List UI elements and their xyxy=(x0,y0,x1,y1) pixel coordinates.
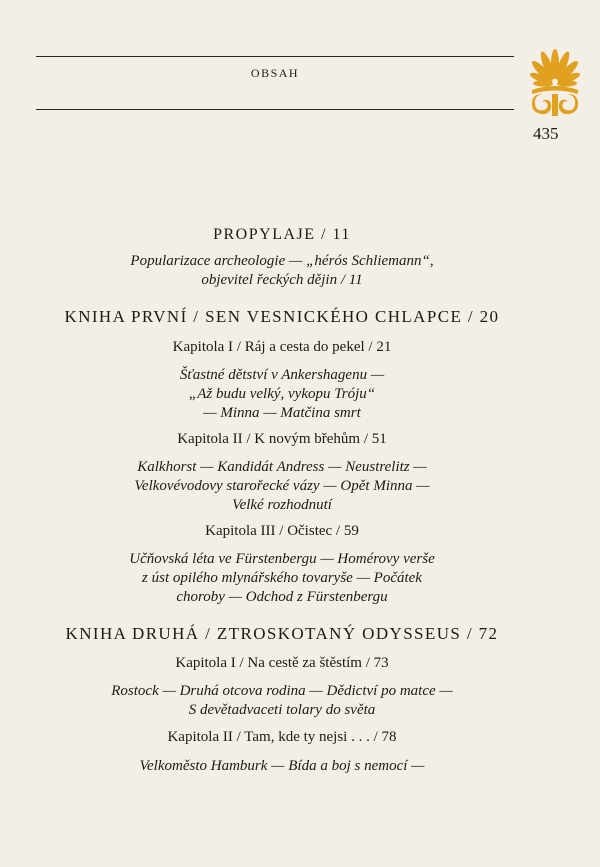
chapter-summary-line: Šťastné dětství v Ankershagenu — xyxy=(179,367,385,383)
chapter-summary-line: „Až budu velký, vykopu Tróju“ xyxy=(188,386,376,402)
chapter-heading: Kapitola I / Na cestě za štěstím / 73 xyxy=(175,655,389,671)
chapter-summary-line: Velkoměsto Hamburk — Bída a boj s nemocí — xyxy=(139,758,425,774)
chapter-summary-line: choroby — Odchod z Fürstenbergu xyxy=(176,589,388,605)
chapter-summary-line: S devětadvaceti tolary do světa xyxy=(188,702,376,718)
page-number: 435 xyxy=(533,124,559,143)
chapter-summary-line: Rostock — Druhá otcova rodina — Dědictví po matce — xyxy=(111,683,453,699)
chapter-summary-line: Učňovská léta ve Fürstenbergu — Homérovy verše xyxy=(129,551,435,567)
book-two-heading: KNIHA DRUHÁ / ZTROSKOTANÝ ODYSSEUS / 72 xyxy=(65,624,499,643)
prologue-line: Popularizace archeologie — „hérós Schliemann“, xyxy=(130,253,434,269)
chapter-heading: Kapitola III / Očistec / 59 xyxy=(205,523,359,539)
chapter-summary-line: z úst opilého mlynářského tovaryše — Počátek xyxy=(142,570,422,586)
running-title: OBSAH xyxy=(250,66,300,80)
header-bottom-rule xyxy=(36,109,514,110)
prologue-line: objevitel řeckých dějin / 11 xyxy=(201,272,363,288)
prologue-heading: PROPYLAJE / 11 xyxy=(213,226,351,243)
chapter-summary-line: — Minna — Matčina smrt xyxy=(203,405,361,421)
chapter-summary-line: Velkovévodovy starořecké vázy — Opět Minna — xyxy=(134,478,430,494)
chapter-heading: Kapitola I / Ráj a cesta do pekel / 21 xyxy=(172,339,392,355)
palmette-ornament-icon xyxy=(522,44,588,120)
chapter-summary-line: Kalkhorst — Kandidát Andress — Neustrelitz — xyxy=(137,459,427,475)
book-one-heading: KNIHA PRVNÍ / SEN VESNICKÉHO CHLAPCE / 20 xyxy=(64,307,500,326)
chapter-heading: Kapitola II / K novým břehům / 51 xyxy=(177,431,387,447)
top-rule xyxy=(36,56,514,57)
chapter-heading: Kapitola II / Tam, kde ty nejsi . . . / 78 xyxy=(167,729,397,745)
chapter-summary-line: Velké rozhodnutí xyxy=(232,497,332,513)
